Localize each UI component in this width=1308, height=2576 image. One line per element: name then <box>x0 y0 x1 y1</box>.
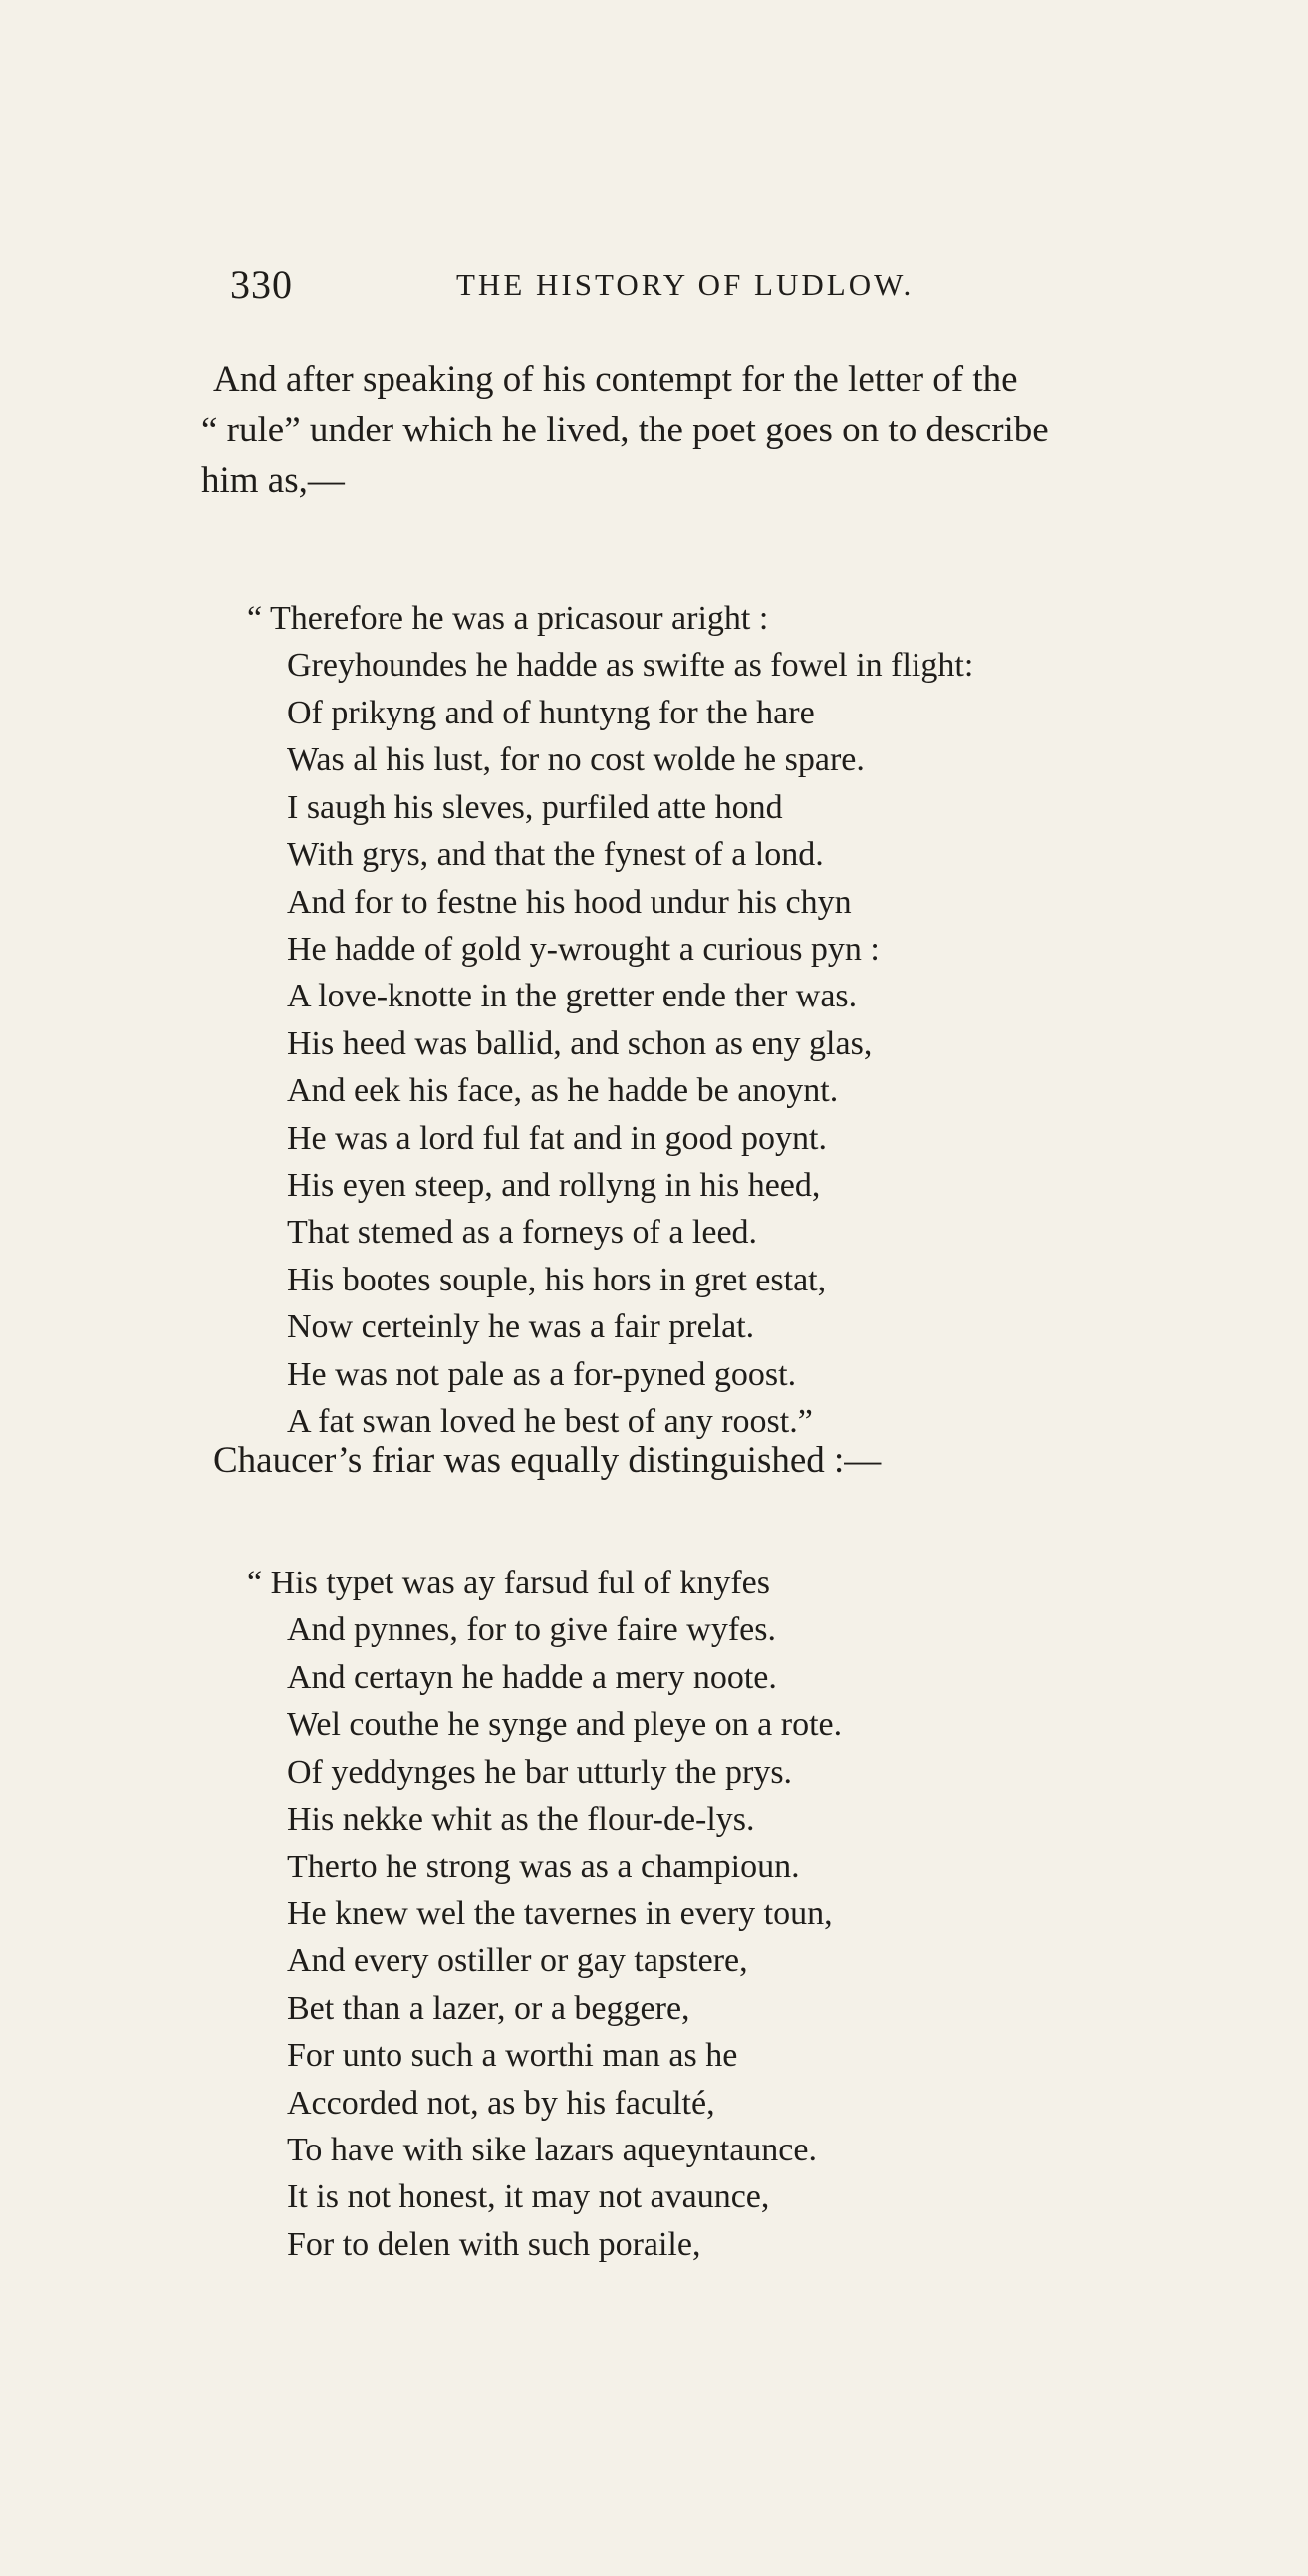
verse-line: He was a lord ful fat and in good poynt. <box>287 1119 827 1157</box>
verse-line: For unto such a worthi man as he <box>287 2037 738 2075</box>
transition-line: Chaucer’s friar was equally distinguished :— <box>213 1440 882 1481</box>
verse-line: For to delen with such poraile, <box>287 2225 701 2263</box>
verse-line: He hadde of gold y-wrought a curious pyn : <box>287 930 880 968</box>
running-head <box>230 261 1230 311</box>
verse-line: “ Therefore he was a pricasour aright : <box>247 600 769 637</box>
verse-line: That stemed as a forneys of a leed. <box>287 1214 758 1252</box>
intro-paragraph <box>201 354 1219 506</box>
verse-line: His nekke whit as the flour-de-lys. <box>287 1801 755 1839</box>
verse-line: It is not honest, it may not avaunce, <box>287 2178 770 2216</box>
verse-line: Was al his lust, for no cost wolde he spare. <box>287 741 865 779</box>
intro-line: him as,— <box>201 460 345 502</box>
verse-line: To have with sike lazars aqueyntaunce. <box>287 2132 817 2169</box>
intro-line: And after speaking of his contempt for the letter of the <box>213 359 1018 400</box>
verse-quotation-monk <box>247 595 1233 1446</box>
verse-line: Accorded not, as by his faculté, <box>287 2084 715 2122</box>
verse-line: He knew wel the tavernes in every toun, <box>287 1894 833 1932</box>
page-number: 330 <box>230 262 293 307</box>
verse-line: He was not pale as a for-pyned goost. <box>287 1355 797 1393</box>
verse-line: Wel couthe he synge and pleye on a rote. <box>287 1706 843 1744</box>
verse-line: Now certeinly he was a fair prelat. <box>287 1308 755 1346</box>
verse-line: And certayn he hadde a mery noote. <box>287 1658 777 1696</box>
verse-line: And for to festne his hood undur his chyn <box>287 883 852 921</box>
verse-line: Greyhoundes he hadde as swifte as fowel in flight: <box>287 647 974 685</box>
verse-line: Therto he strong was as a champioun. <box>287 1848 800 1885</box>
verse-line: Of prikyng and of huntyng for the hare <box>287 694 815 731</box>
transition-paragraph <box>213 1435 1219 1486</box>
verse-line: “ His typet was ay farsud ful of knyfes <box>247 1565 770 1601</box>
verse-line: With grys, and that the fynest of a lond. <box>287 836 824 874</box>
verse-line: I saugh his sleves, purfiled atte hond <box>287 788 783 826</box>
verse-line: And pynnes, for to give faire wyfes. <box>287 1611 776 1649</box>
verse-line: A fat swan loved he best of any roost.” <box>287 1403 813 1441</box>
verse-line: And eek his face, as he hadde be anoynt. <box>287 1072 839 1110</box>
verse-line: Bet than a lazer, or a beggere, <box>287 1989 690 2027</box>
verse-line: Of yeddynges he bar utturly the prys. <box>287 1753 793 1791</box>
verse-line: And every ostiller or gay tapstere, <box>287 1942 748 1980</box>
verse-quotation-friar <box>247 1560 1233 2268</box>
running-title: THE HISTORY OF LUDLOW. <box>456 267 915 302</box>
verse-line: His eyen steep, and rollyng in his heed, <box>287 1167 821 1205</box>
intro-line: “ rule” under which he lived, the poet goes on to describe <box>201 410 1049 451</box>
verse-line: His bootes souple, his hors in gret estat, <box>287 1261 827 1298</box>
verse-line: His heed was ballid, and schon as eny glas, <box>287 1024 873 1062</box>
verse-line: A love-knotte in the gretter ende ther was. <box>287 978 858 1015</box>
